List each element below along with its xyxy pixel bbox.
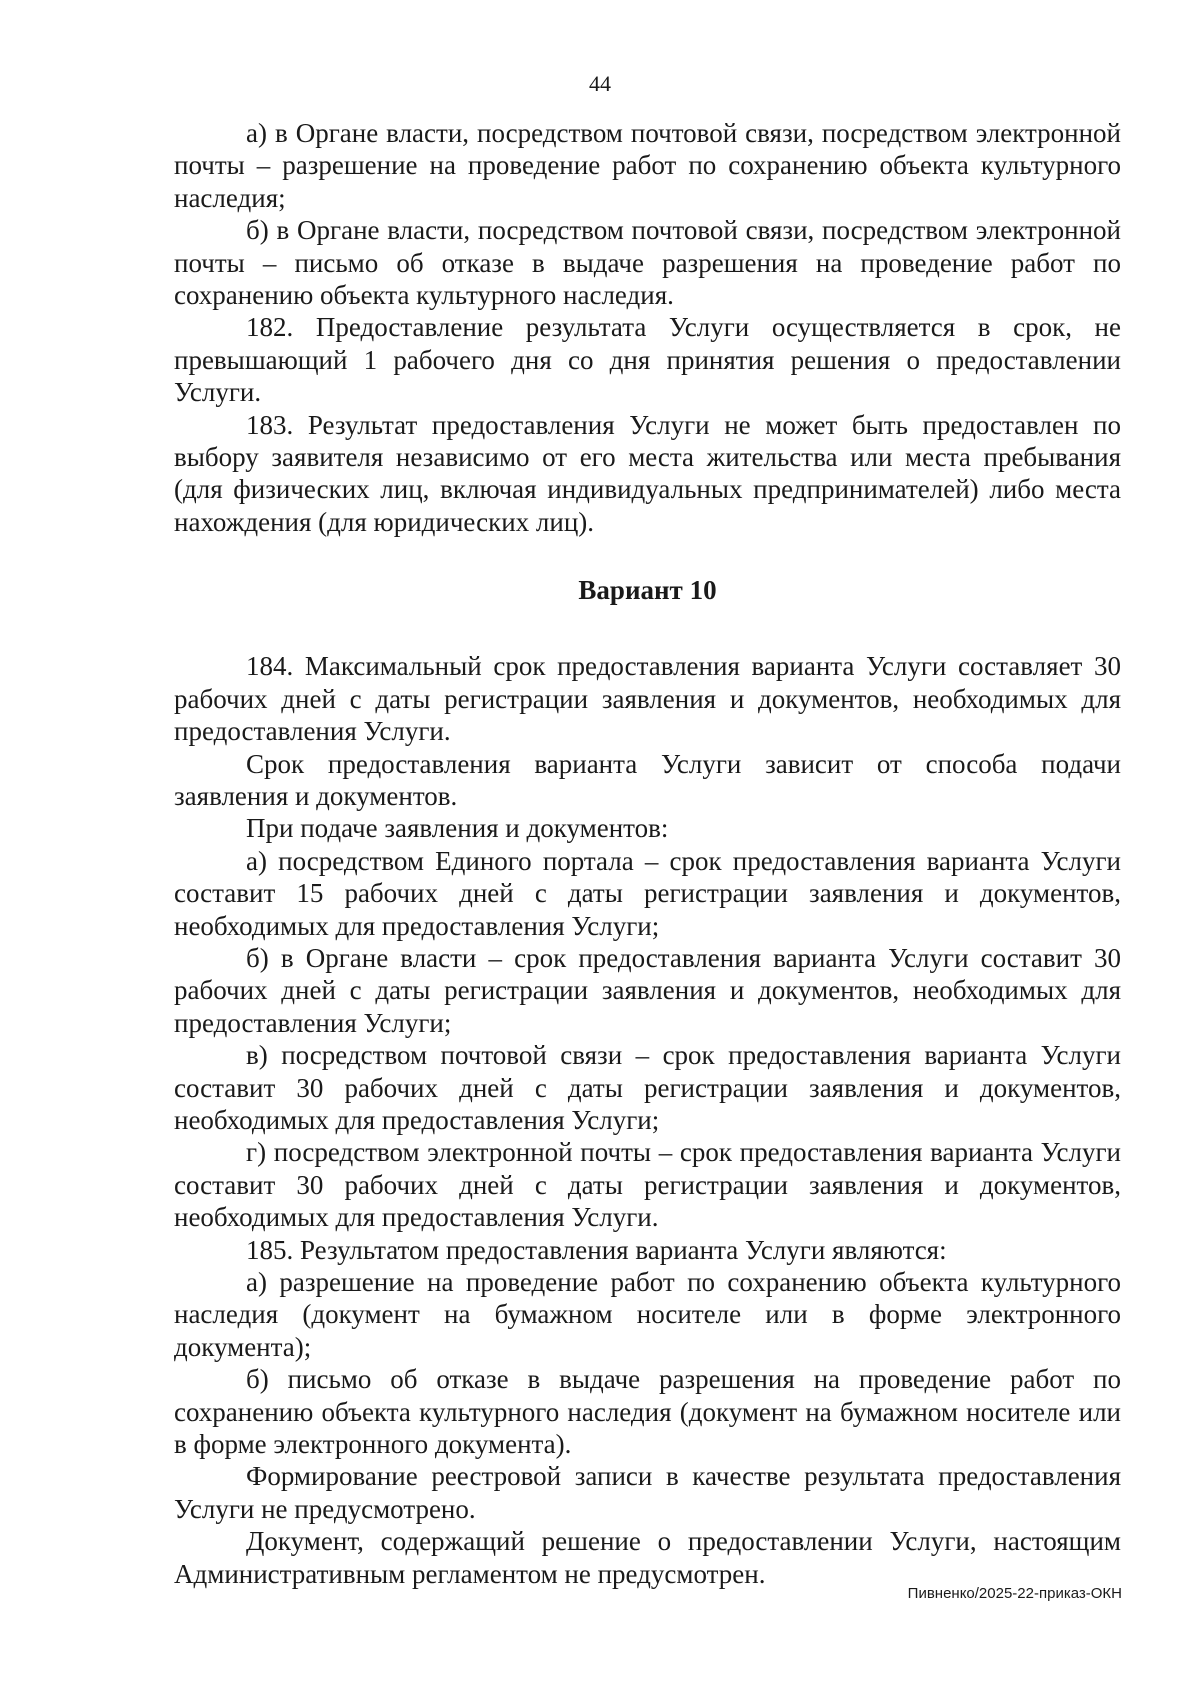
paragraph: 184. Максимальный срок предоставления варианта Услуги составляет 30 рабочих дней с даты регистрации заявления и документов, необходимых для предоставления Услуги. xyxy=(174,651,1121,747)
paragraph: При подаче заявления и документов: xyxy=(246,813,669,844)
page-number: 44 xyxy=(589,71,611,96)
paragraph: б) в Органе власти, посредством почтовой связи, посредством электронной почты – письмо об отказе в выдаче разрешения на проведение работ по сохранению объекта культурного наследия. xyxy=(174,215,1121,311)
paragraph: а) посредством Единого портала – срок предоставления варианта Услуги составит 15 рабочих дней с даты регистрации заявления и документов, необходимых для предоставления Услуги; xyxy=(174,845,1121,941)
paragraph: Срок предоставления варианта Услуги зависит от способа подачи заявления и документов. xyxy=(174,748,1121,811)
paragraph: в) посредством почтовой связи – срок предоставления варианта Услуги составит 30 рабочих дней с даты регистрации заявления и документов, необходимых для предоставления Услуги; xyxy=(174,1040,1121,1135)
paragraph: а) разрешение на проведение работ по сохранению объекта культурного наследия (документ на бумажном носителе или в форме электронного документа); xyxy=(174,1267,1121,1362)
paragraph: Формирование реестровой записи в качестве результата предоставления Услуги не предусмотрено. xyxy=(174,1461,1121,1524)
paragraph: 183. Результат предоставления Услуги не может быть предоставлен по выбору заявителя независимо от его места жительства или места пребывания (для физических лиц, включая индивидуальных предпринимателей) либо места нахождения (для юридических лиц). xyxy=(174,409,1121,537)
paragraph: б) письмо об отказе в выдаче разрешения на проведение работ по сохранению объекта культурного наследия (документ на бумажном носителе или в форме электронного документа). xyxy=(174,1364,1121,1460)
document-body xyxy=(174,117,1121,1590)
paragraph: 182. Предоставление результата Услуги осуществляется в срок, не превышающий 1 рабочего дня со дня принятия решения о предоставлении Услуги. xyxy=(174,312,1121,408)
document-code: Пивненко/2025-22-приказ-ОКН xyxy=(907,1585,1122,1602)
paragraph: б) в Органе власти – срок предоставления варианта Услуги составит 30 рабочих дней с даты регистрации заявления и документов, необходимых для предоставления Услуги; xyxy=(174,942,1121,1038)
paragraph: а) в Органе власти, посредством почтовой связи, посредством электронной почты – разрешение на проведение работ по сохранению объекта культурного наследия; xyxy=(174,118,1121,213)
paragraph: г) посредством электронной почты – срок предоставления варианта Услуги составит 30 рабочих дней с даты регистрации заявления и документов, необходимых для предоставления Услуги. xyxy=(174,1137,1121,1233)
section-heading: Вариант 10 xyxy=(578,575,717,606)
paragraph: Документ, содержащий решение о предоставлении Услуги, настоящим Административным регламентом не предусмотрен. xyxy=(174,1526,1121,1589)
paragraph: 185. Результатом предоставления варианта Услуги являются: xyxy=(246,1234,947,1265)
